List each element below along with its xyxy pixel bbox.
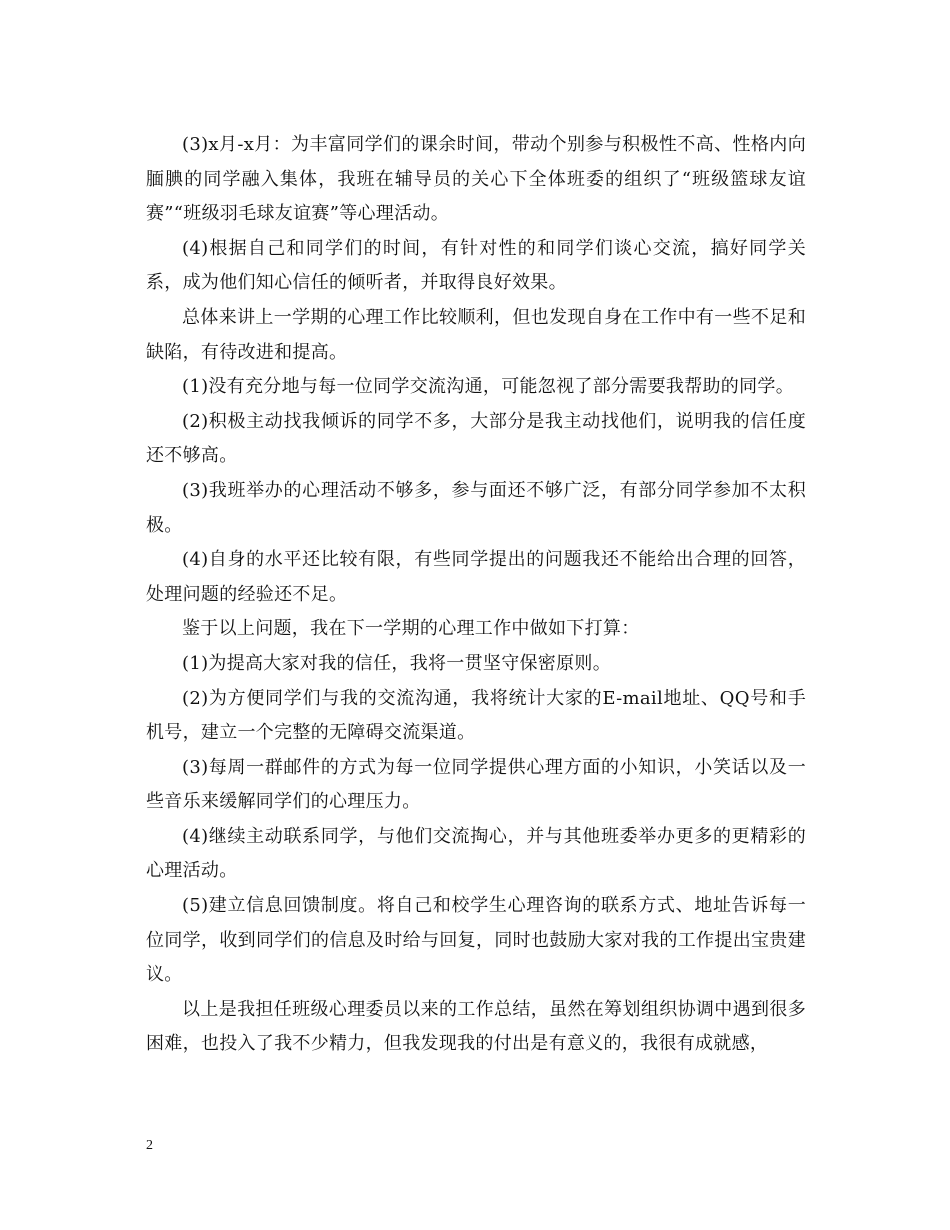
paragraph-conclusion: 以上是我担任班级心理委员以来的工作总结，虽然在筹划组织协调中遇到很多困难，也投入了我不少精力，但我发现我的付出是有意义的，我很有成就感，: [146, 998, 806, 1055]
paragraph-shortcoming-1: (1)没有充分地与每一位同学交流沟通，可能忽视了部分需要我帮助的同学。: [182, 376, 794, 398]
paragraph-plan-4: (4)继续主动联系同学，与他们交流掏心，并与其他班委举办更多的更精彩的心理活动。: [146, 825, 806, 882]
paragraph-overall-summary: 总体来讲上一学期的心理工作比较顺利，但也发现自身在工作中有一些不足和缺陷，有待改进和提高。: [146, 306, 806, 363]
paragraph-activities: (3)x月-x月：为丰富同学们的课余时间，带动个别参与积极性不高、性格内向腼腆的同学融入集体，我班在辅导员的关心下全体班委的组织了“班级篮球友谊赛”“班级羽毛球友谊赛”等心理活动。: [146, 134, 806, 225]
paragraph-plan-5: (5)建立信息回馈制度。将自己和校学生心理咨询的联系方式、地址告诉每一位同学，收到同学们的信息及时给与回复，同时也鼓励大家对我的工作提出宝贵建议。: [146, 895, 806, 986]
paragraph-plan-3: (3)每周一群邮件的方式为每一位同学提供心理方面的小知识，小笑话以及一些音乐来缓解同学们的心理压力。: [146, 756, 806, 813]
paragraph-shortcoming-3: (3)我班举办的心理活动不够多，参与面还不够广泛，有部分同学参加不太积极。: [146, 479, 806, 536]
paragraph-heart-to-heart: (4)根据自己和同学们的时间，有针对性的和同学们谈心交流，搞好同学关系，成为他们知心信任的倾听者，并取得良好效果。: [146, 237, 806, 294]
paragraph-shortcoming-2: (2)积极主动找我倾诉的同学不多，大部分是我主动找他们，说明我的信任度还不够高。: [146, 410, 806, 467]
paragraph-plan-intro: 鉴于以上问题，我在下一学期的心理工作中做如下打算：: [182, 618, 640, 640]
document-body: [146, 128, 806, 1062]
paragraph-shortcoming-4: (4)自身的水平还比较有限，有些同学提出的问题我还不能给出合理的回答，处理问题的经验还不足。: [146, 549, 806, 605]
page-number: 2: [146, 1138, 153, 1153]
paragraph-plan-2: (2)为方便同学们与我的交流沟通，我将统计大家的E-mail地址、QQ号和手机号，建立一个完整的无障碍交流渠道。: [146, 687, 806, 744]
paragraph-plan-1: (1)为提高大家对我的信任，我将一贯坚守保密原则。: [182, 652, 611, 674]
